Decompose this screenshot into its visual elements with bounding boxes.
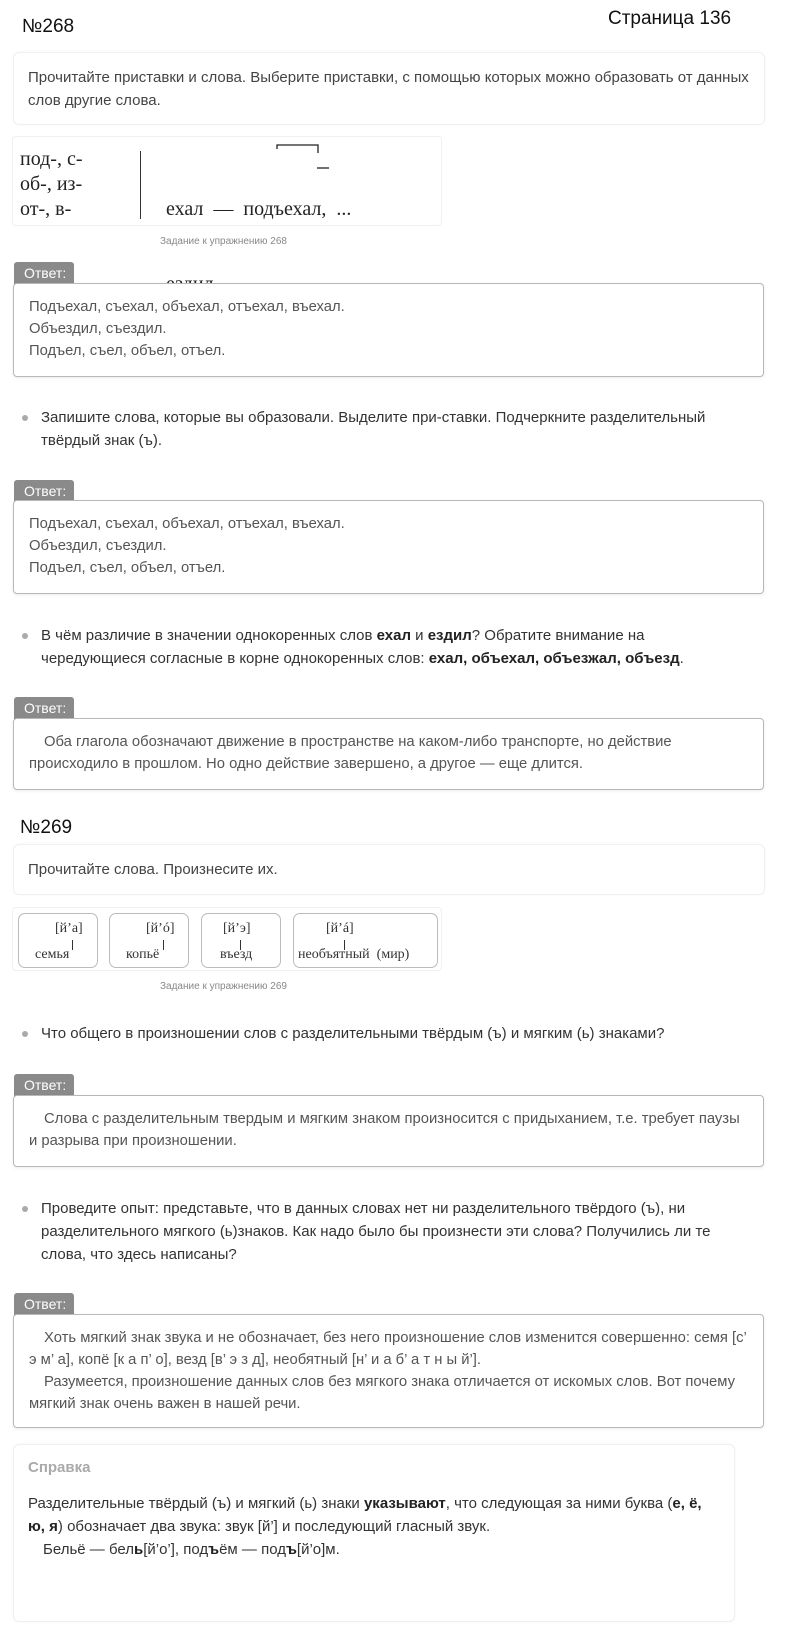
answer-label: Ответ:: [14, 1293, 74, 1316]
answer-label: Ответ:: [14, 262, 74, 285]
task-268-text: Прочитайте приставки и слова. Выберите приставки, с помощью которых можно образовать от данных слов другие слова.: [28, 69, 749, 109]
bullet-dot: [22, 633, 28, 639]
word-card: [293, 913, 438, 968]
word: семья: [35, 947, 70, 962]
sound-transcription: [й’ó]: [146, 921, 175, 936]
bullet-dot: [22, 1031, 28, 1037]
bullet-text: Что общего в произношении слов с разделительными твёрдым (ъ) и мягким (ь) знаками?: [41, 1025, 665, 1042]
answer-text: Оба глагола обозначают движение в пространстве на каком-либо транспорте, но действие происходило в прошлом. Но одно действие завершено, а другое — еще длится.: [29, 734, 672, 772]
answer-line: Объездил, съездил.: [29, 321, 167, 337]
word-cards-figure: [12, 907, 442, 971]
prefix-row: под-, с-: [20, 148, 83, 170]
answer-label: Ответ:: [14, 480, 74, 503]
sound-transcription: [й’э]: [223, 921, 251, 936]
answer-paragraph: Хоть мягкий знак звука и не обозначает, без него произношение слов изменится совершенно: семя [с’ э м’ а], копё [к а п’ о], везд [в’ э з д], необятный [н’ и а б’ а т н ы й’].: [29, 1330, 747, 1368]
answer-box-5: [13, 1314, 764, 1428]
word-card: [201, 913, 281, 968]
table-divider: [140, 151, 141, 219]
bullet-text: Запишите слова, которые вы образовали. Выделите при-ставки. Подчеркните разделительный твёрдый знак (ъ).: [41, 409, 706, 449]
word-card: [18, 913, 98, 968]
reference-box: [13, 1444, 735, 1622]
answer-paragraph: Разумеется, произношение данных слов без мягкого знака отличается от искомых слов. Вот почему мягкий знак очень важен в нашей речи.: [29, 1374, 735, 1412]
bullet-question-1: [22, 406, 742, 452]
link-line: [72, 940, 73, 950]
answer-line: Подъехал, съехал, объехал, отъехал, въехал.: [29, 299, 345, 315]
prefix-table: [12, 136, 442, 226]
bullet-dot: [22, 415, 28, 421]
caption-268: Задание к упражнению 268: [160, 236, 287, 247]
word-row: ехал — подъехал, ...: [166, 198, 352, 220]
answer-line: Подъел, съел, объел, отъел.: [29, 343, 226, 359]
bullet-text: В чём различие в значении однокоренных слов ехал и ездил? Обратите внимание на чередующиеся согласные в корне однокоренных слов: ехал, объехал, объезжал, объезд.: [41, 627, 684, 667]
prefix-mark-icon: [275, 141, 335, 171]
answer-box-3: [13, 718, 764, 790]
task-269: [13, 844, 765, 895]
exercise-number-269: №269: [20, 817, 73, 838]
word: копьё: [126, 947, 160, 962]
word: въезд: [220, 947, 253, 962]
word-card: [109, 913, 189, 968]
word: необъятный (мир): [298, 947, 410, 962]
answer-label: Ответ:: [14, 697, 74, 720]
prefix-row: об-, из-: [20, 173, 83, 195]
task-269-text: Прочитайте слова. Произнесите их.: [28, 861, 278, 878]
reference-title: Справка: [28, 1459, 91, 1476]
answer-box-1: [13, 283, 764, 377]
answer-text: Слова с разделительным твердым и мягким знаком произносится с придыханием, т.е. требует паузы и разрыва при произношении.: [29, 1111, 740, 1149]
reference-example: Бельё — бель[й’о’], подъём — подъ[й’о]м.: [43, 1541, 340, 1558]
reference-text: Разделительные твёрдый (ъ) и мягкий (ь) знаки указывают, что следующая за ними буква (е, ё, ю, я) обозначает два звука: звук [й’] и последующий гласный звук.: [28, 1495, 702, 1535]
answer-line-marked: Объездил, съездил.: [29, 538, 167, 554]
link-line: [163, 940, 164, 950]
page-number: Страница 136: [608, 8, 732, 29]
bullet-dot: [22, 1206, 28, 1212]
answer-label: Ответ:: [14, 1074, 74, 1097]
prefix-row: от-, в-: [20, 198, 72, 220]
answer-line-marked: Подъехал, съехал, объехал, отъехал, въехал.: [29, 516, 345, 532]
answer-box-4: [13, 1095, 764, 1167]
bullet-question-4: [22, 1197, 742, 1266]
bullet-question-2: [22, 624, 742, 670]
exercise-number-268: №268: [22, 16, 75, 37]
bullet-question-3: [22, 1022, 742, 1045]
answer-line-marked: Подъел, съел, объел, отъел.: [29, 560, 226, 576]
sound-transcription: [й’á]: [326, 921, 354, 936]
answer-box-2: [13, 500, 764, 594]
bullet-text: Проведите опыт: представьте, что в данных словах нет ни разделительного твёрдого (ъ), ни разделительного мягкого (ь)знаков. Как надо было бы произнести эти слова? Получились ли те слова, что здесь написаны?: [41, 1200, 711, 1263]
task-268: [13, 52, 765, 125]
caption-269: Задание к упражнению 269: [160, 981, 287, 992]
sound-transcription: [й’а]: [55, 921, 83, 936]
